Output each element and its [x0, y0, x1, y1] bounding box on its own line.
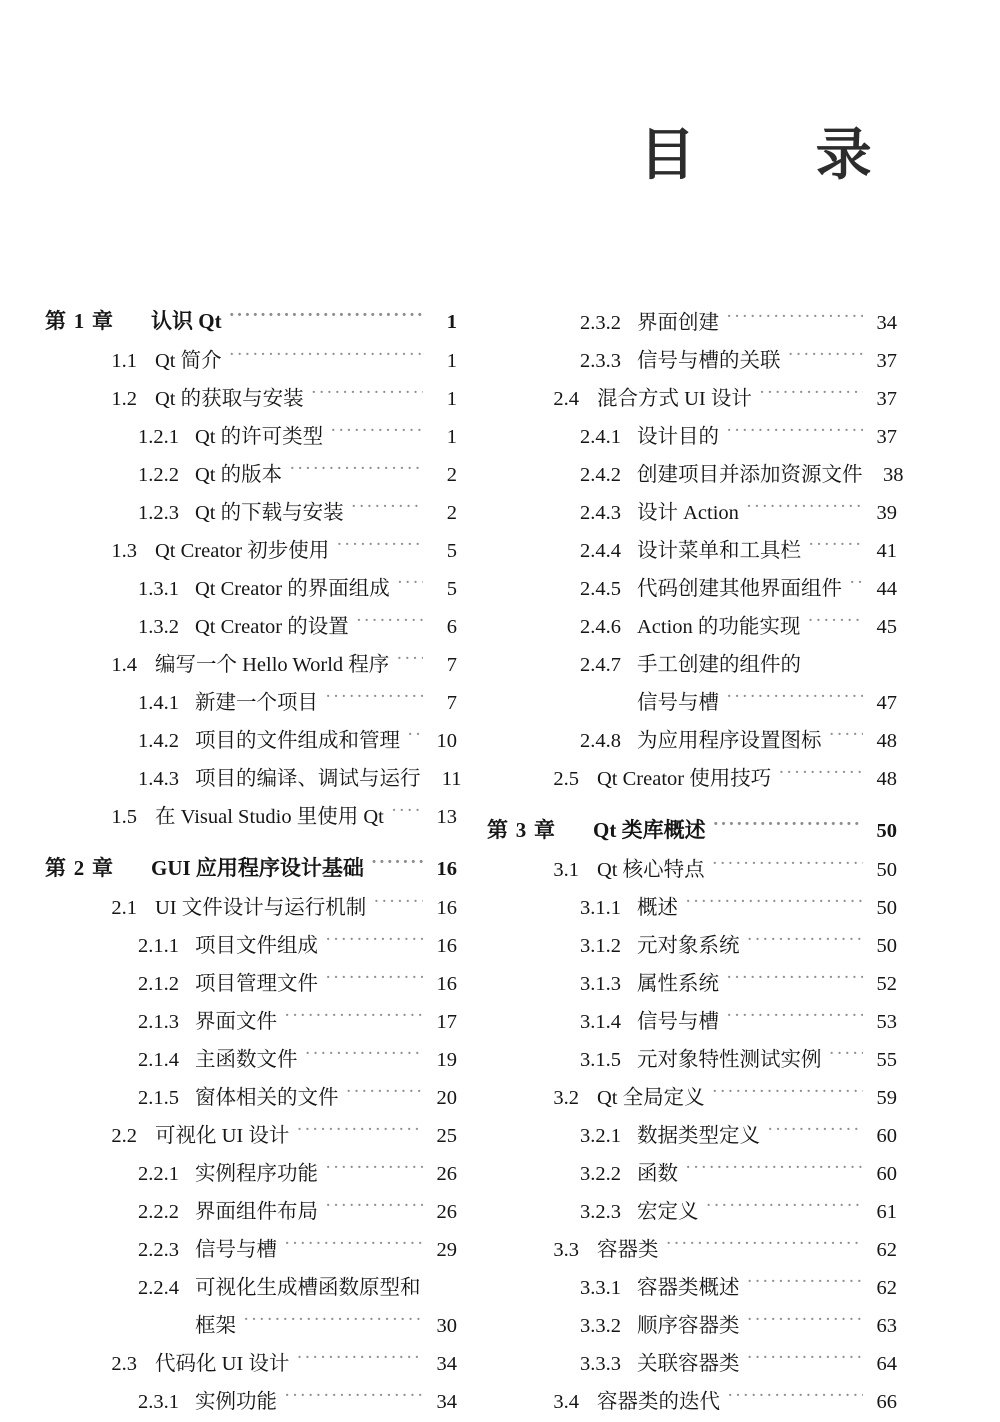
- toc-page-number: 63: [876, 1315, 897, 1337]
- toc-entry[interactable]: [487, 1080, 897, 1118]
- toc-dot-leader: [759, 385, 863, 406]
- toc-entry-number: 2.2: [111, 1125, 137, 1147]
- toc-entry-label: 项目管理文件: [195, 973, 318, 995]
- toc-entry-label: 设计目的: [637, 426, 719, 448]
- toc-entry-label: Qt 的版本: [195, 464, 283, 486]
- toc-page-number: 50: [876, 897, 897, 919]
- toc-entry[interactable]: [487, 1004, 897, 1042]
- toc-entry-number: 2.3.1: [138, 1391, 179, 1413]
- toc-entry-number: 1.1: [111, 350, 137, 372]
- toc-entry-number: 2.2.4: [138, 1277, 179, 1299]
- toc-entry[interactable]: [45, 890, 457, 928]
- toc-entry[interactable]: [45, 609, 457, 647]
- toc-dot-leader: [371, 854, 423, 875]
- toc-dot-leader: [726, 309, 863, 330]
- toc-dot-leader: [325, 689, 423, 710]
- toc-dot-leader: [229, 347, 423, 368]
- toc-page-number: 41: [876, 540, 897, 562]
- toc-page-number: 37: [876, 388, 897, 410]
- toc-entry-number: 2.4.6: [580, 616, 621, 638]
- toc-dot-leader: [284, 1236, 423, 1257]
- toc-entry-label: GUI 应用程序设计基础: [151, 856, 364, 880]
- toc-entry-label: 主函数文件: [195, 1049, 298, 1071]
- toc-dot-leader: [746, 499, 863, 520]
- toc-entry-label: 设计 Action: [637, 502, 739, 524]
- toc-entry[interactable]: [487, 890, 897, 928]
- toc-dot-leader: [778, 765, 863, 786]
- toc-chapter-entry[interactable]: [487, 814, 897, 852]
- toc-entry[interactable]: [45, 457, 457, 495]
- toc-entry-label: 项目文件组成: [195, 935, 318, 957]
- toc-dot-leader: [712, 1084, 863, 1105]
- toc-dot-leader: [747, 1312, 864, 1333]
- toc-entry-label: 元对象特性测试实例: [637, 1049, 822, 1071]
- toc-page-number: 61: [876, 1201, 897, 1223]
- toc-dot-leader: [829, 1046, 864, 1067]
- toc-page-number: 50: [876, 859, 897, 881]
- toc-entry-number: 2.1: [111, 897, 137, 919]
- toc-entry-number: 2.2.1: [138, 1163, 179, 1185]
- toc-entry-label: Qt 的获取与安装: [155, 388, 304, 410]
- toc-dot-leader: [666, 1236, 864, 1257]
- toc-dot-leader: [284, 1008, 423, 1029]
- toc-entry-label: Qt Creator 的设置: [195, 616, 349, 638]
- toc-entry-label: 新建一个项目: [195, 692, 318, 714]
- toc-entry-label: 宏定义: [637, 1201, 699, 1223]
- toc-page-number: 7: [446, 692, 457, 714]
- toc-page-number: 66: [876, 1391, 897, 1413]
- toc-entry[interactable]: [487, 495, 897, 533]
- toc-dot-leader: [351, 499, 423, 520]
- toc-entry-number: 2.2.2: [138, 1201, 179, 1223]
- toc-entry-label: 代码创建其他界面组件: [637, 578, 842, 600]
- toc-entry[interactable]: [487, 1232, 897, 1270]
- toc-dot-leader: [229, 307, 423, 328]
- toc-page-number: 34: [436, 1391, 457, 1413]
- toc-dot-leader: [391, 803, 423, 824]
- toc-entry[interactable]: [45, 1270, 457, 1308]
- toc-entry-label: Qt 的许可类型: [195, 426, 324, 448]
- toc-page-number: 16: [436, 935, 457, 957]
- toc-page-number: 19: [436, 1049, 457, 1071]
- toc-entry-label: 可视化 UI 设计: [155, 1125, 290, 1147]
- toc-page-number: 5: [446, 540, 457, 562]
- toc-dot-leader: [808, 651, 863, 672]
- toc-entry[interactable]: [45, 723, 457, 761]
- toc-entry-number: 第 1 章: [45, 309, 115, 333]
- toc-page-number: 53: [876, 1011, 897, 1033]
- toc-entry[interactable]: [487, 609, 897, 647]
- toc-entry-label: 混合方式 UI 设计: [597, 388, 752, 410]
- toc-entry-label: Qt Creator 初步使用: [155, 540, 330, 562]
- toc-entry-label: 界面组件布局: [195, 1201, 318, 1223]
- toc-entry[interactable]: [487, 852, 897, 890]
- toc-entry-label: 概述: [637, 897, 678, 919]
- toc-entry[interactable]: [45, 761, 462, 799]
- toc-page-number: 48: [876, 730, 897, 752]
- toc-page-number: 29: [436, 1239, 457, 1261]
- toc-dot-leader: [726, 970, 863, 991]
- toc-entry[interactable]: [487, 1042, 897, 1080]
- toc-column-right: [487, 305, 904, 1422]
- toc-entry[interactable]: [45, 928, 457, 966]
- toc-entry-number: 2.4.7: [580, 654, 621, 676]
- toc-entry-label: 为应用程序设置图标: [637, 730, 822, 752]
- toc-entry-number: 2.5: [553, 768, 579, 790]
- toc-dot-leader: [788, 347, 864, 368]
- toc-entry[interactable]: [487, 533, 897, 571]
- toc-entry-label: Qt 全局定义: [597, 1087, 705, 1109]
- toc-entry-number: 2.1.3: [138, 1011, 179, 1033]
- toc-entry[interactable]: [487, 419, 897, 457]
- toc-dot-leader: [685, 1160, 863, 1181]
- toc-dot-leader: [747, 932, 864, 953]
- toc-page-number: 20: [436, 1087, 457, 1109]
- toc-dot-leader: [296, 1350, 423, 1371]
- toc-page-number: 26: [436, 1201, 457, 1223]
- toc-dot-leader: [747, 1350, 864, 1371]
- toc-dot-leader: [373, 894, 423, 915]
- toc-entry-number: 3.2.2: [580, 1163, 621, 1185]
- toc-page-number: 7: [446, 654, 457, 676]
- toc-page-number: 60: [876, 1125, 897, 1147]
- toc-page-number: 47: [876, 692, 897, 714]
- toc-page-number: 64: [876, 1353, 897, 1375]
- toc-entry-number: 2.2.3: [138, 1239, 179, 1261]
- toc-dot-leader: [305, 1046, 424, 1067]
- toc-dot-leader: [726, 1008, 863, 1029]
- toc-entry[interactable]: [45, 1118, 457, 1156]
- toc-entry-number: 3.2.3: [580, 1201, 621, 1223]
- toc-dot-leader: [243, 1312, 423, 1333]
- toc-entry-number: 3.1.2: [580, 935, 621, 957]
- toc-entry[interactable]: [45, 1384, 457, 1422]
- toc-page-number: 16: [436, 897, 457, 919]
- toc-dot-leader: [829, 727, 864, 748]
- toc-page-number: 50: [876, 935, 897, 957]
- toc-dot-leader: [726, 423, 863, 444]
- toc-entry-number: 3.3.2: [580, 1315, 621, 1337]
- toc-entry[interactable]: [45, 1080, 457, 1118]
- toc-entry[interactable]: [487, 1194, 897, 1232]
- toc-chapter-entry[interactable]: [45, 852, 457, 890]
- toc-entry-number: 3.1.1: [580, 897, 621, 919]
- toc-entry-label: 元对象系统: [637, 935, 740, 957]
- toc-entry[interactable]: [487, 966, 897, 1004]
- toc-dot-leader: [346, 1084, 424, 1105]
- toc-page-number: 62: [876, 1277, 897, 1299]
- toc-entry-label: 项目的文件组成和管理: [195, 730, 400, 752]
- toc-dot-leader: [727, 1388, 863, 1409]
- toc-entry-label: 手工创建的组件的: [637, 654, 801, 676]
- toc-page-number: 1: [446, 350, 457, 372]
- toc-entry-label: 实例功能: [195, 1391, 277, 1413]
- toc-page-number: 25: [436, 1125, 457, 1147]
- toc-entry-number: 1.3.1: [138, 578, 179, 600]
- toc-page-number: 50: [876, 820, 897, 842]
- toc-entry[interactable]: [487, 1384, 897, 1422]
- toc-entry-label: 认识 Qt: [151, 309, 222, 333]
- toc-entry-label: 容器类的迭代: [597, 1391, 720, 1413]
- toc-entry-number: 1.2.1: [138, 426, 179, 448]
- toc-entry-number: 1.4.3: [138, 768, 179, 790]
- toc-page-number: 37: [876, 350, 897, 372]
- toc-entry-label: 框架: [195, 1315, 236, 1337]
- toc-page-number: 52: [876, 973, 897, 995]
- toc-entry-label: 界面文件: [195, 1011, 277, 1033]
- toc-page-number: 44: [876, 578, 897, 600]
- toc-page-number: 11: [441, 768, 462, 790]
- toc-entry-label: 信号与槽的关联: [637, 350, 781, 372]
- toc-page-number: 45: [876, 616, 897, 638]
- toc-entry-number: 1.4.2: [138, 730, 179, 752]
- toc-page-number: 10: [436, 730, 457, 752]
- toc-entry[interactable]: [45, 381, 457, 419]
- toc-entry-number: 1.5: [111, 806, 137, 828]
- toc-entry-number: 2.4: [553, 388, 579, 410]
- toc-entry-label: 容器类概述: [637, 1277, 740, 1299]
- toc-dot-leader: [289, 461, 423, 482]
- toc-entry-label: 容器类: [597, 1239, 659, 1261]
- toc-entry[interactable]: [487, 1156, 897, 1194]
- toc-entry-label: 可视化生成槽函数原型和: [195, 1277, 421, 1299]
- toc-entry[interactable]: [45, 647, 457, 685]
- toc-dot-leader: [325, 1198, 423, 1219]
- toc-entry-number: 3.3.3: [580, 1353, 621, 1375]
- toc-entry-number: 3.3: [553, 1239, 579, 1261]
- toc-entry-number: 2.4.1: [580, 426, 621, 448]
- toc-entry[interactable]: [487, 571, 897, 609]
- toc-dot-leader: [807, 613, 863, 634]
- toc-page-number: 62: [876, 1239, 897, 1261]
- toc-entry-number: 2.3.3: [580, 350, 621, 372]
- toc-entry-number: 2.4.8: [580, 730, 621, 752]
- toc-dot-leader: [713, 816, 863, 837]
- toc-entry-label: 窗体相关的文件: [195, 1087, 339, 1109]
- toc-entry[interactable]: [487, 928, 897, 966]
- toc-dot-leader: [325, 970, 423, 991]
- toc-entry-label: Qt Creator 的界面组成: [195, 578, 390, 600]
- toc-entry-label: 代码化 UI 设计: [155, 1353, 290, 1375]
- toc-dot-leader: [325, 932, 423, 953]
- toc-entry-label: 属性系统: [637, 973, 719, 995]
- toc-entry-number: 2.4.3: [580, 502, 621, 524]
- toc-entry-number: 2.4.4: [580, 540, 621, 562]
- toc-page-number: 26: [436, 1163, 457, 1185]
- toc-entry-label: 信号与槽: [637, 692, 719, 714]
- toc-entry-label: 顺序容器类: [637, 1315, 740, 1337]
- toc-entry-number: 1.3: [111, 540, 137, 562]
- toc-entry[interactable]: [487, 647, 897, 685]
- toc-entry-number: 1.2.3: [138, 502, 179, 524]
- toc-entry[interactable]: [45, 1232, 457, 1270]
- toc-entry-number: 3.2.1: [580, 1125, 621, 1147]
- toc-dot-leader: [330, 423, 423, 444]
- toc-page-number: 39: [876, 502, 897, 524]
- toc-page-number: 37: [876, 426, 897, 448]
- toc-entry-number: 2.4.5: [580, 578, 621, 600]
- toc-page-number: 5: [446, 578, 457, 600]
- toc-page-number: 34: [876, 312, 897, 334]
- toc-entry[interactable]: [45, 1042, 457, 1080]
- toc-dot-leader: [747, 1274, 864, 1295]
- toc-entry[interactable]: [487, 1118, 897, 1156]
- toc-entry-label: 项目的编译、调试与运行: [195, 768, 421, 790]
- toc-entry-label: Qt 的下载与安装: [195, 502, 344, 524]
- toc-entry-label: 界面创建: [637, 312, 719, 334]
- toc-page-number: 13: [436, 806, 457, 828]
- toc-entry-number: 3.2: [553, 1087, 579, 1109]
- toc-page-number: 6: [446, 616, 457, 638]
- toc-entry-label: 编写一个 Hello World 程序: [155, 654, 390, 676]
- toc-page-number: 16: [436, 973, 457, 995]
- toc-entry-number: 1.3.2: [138, 616, 179, 638]
- toc-entry-number: 2.4.2: [580, 464, 621, 486]
- toc-entry[interactable]: [487, 685, 897, 723]
- toc-entry[interactable]: [45, 419, 457, 457]
- toc-entry-label: Action 的功能实现: [637, 616, 801, 638]
- toc-entry-label: Qt 简介: [155, 350, 222, 372]
- toc-dot-leader: [325, 1160, 423, 1181]
- toc-dot-leader: [356, 613, 423, 634]
- toc-entry[interactable]: [487, 457, 904, 495]
- toc-page-number: 1: [446, 388, 457, 410]
- toc-entry-number: 2.1.5: [138, 1087, 179, 1109]
- toc-entry-label: 信号与槽: [195, 1239, 277, 1261]
- toc-entry-number: 2.1.1: [138, 935, 179, 957]
- toc-entry[interactable]: [45, 1004, 457, 1042]
- toc-entry-number: 3.1.4: [580, 1011, 621, 1033]
- toc-entry-label: 信号与槽: [637, 1011, 719, 1033]
- toc-entry[interactable]: [487, 723, 897, 761]
- toc-chapter-entry[interactable]: [45, 305, 457, 343]
- toc-entry[interactable]: [45, 1346, 457, 1384]
- toc-column-left: [45, 305, 462, 1422]
- toc-page-number: 2: [446, 502, 457, 524]
- toc-entry-number: 第 2 章: [45, 856, 115, 880]
- toc-page-number: 48: [876, 768, 897, 790]
- toc-page-number: 38: [883, 464, 904, 486]
- toc-entry-label: Qt 类库概述: [593, 818, 706, 842]
- toc-dot-leader: [767, 1122, 863, 1143]
- toc-entry-label: Qt 核心特点: [597, 859, 705, 881]
- toc-page-number: 16: [436, 858, 457, 880]
- toc-entry[interactable]: [45, 571, 457, 609]
- toc-entry-label: 函数: [637, 1163, 678, 1185]
- toc-entry[interactable]: [45, 1156, 457, 1194]
- toc-entry-number: 第 3 章: [487, 818, 557, 842]
- toc-entry[interactable]: [487, 305, 897, 343]
- toc-entry-label: 实例程序功能: [195, 1163, 318, 1185]
- toc-dot-leader: [397, 575, 423, 596]
- toc-entry[interactable]: [487, 1270, 897, 1308]
- toc-entry-number: 3.3.1: [580, 1277, 621, 1299]
- toc-entry[interactable]: [45, 1194, 457, 1232]
- toc-entry-number: 3.1.3: [580, 973, 621, 995]
- toc-dot-leader: [706, 1198, 864, 1219]
- toc-page-number: 60: [876, 1163, 897, 1185]
- toc-entry-label: 设计菜单和工具栏: [637, 540, 801, 562]
- toc-entry[interactable]: [45, 799, 457, 837]
- toc-dot-leader: [712, 856, 863, 877]
- toc-entry[interactable]: [487, 381, 897, 419]
- toc-entry-number: 2.1.4: [138, 1049, 179, 1071]
- toc-entry[interactable]: [45, 343, 457, 381]
- toc-dot-leader: [336, 537, 423, 558]
- toc-entry-number: 2.1.2: [138, 973, 179, 995]
- toc-dot-leader: [808, 537, 863, 558]
- toc-page-number: 59: [876, 1087, 897, 1109]
- toc-dot-leader: [311, 385, 423, 406]
- toc-dot-leader: [407, 727, 423, 748]
- toc-entry-label: 创建项目并添加资源文件: [637, 464, 863, 486]
- toc-entry-number: 1.4: [111, 654, 137, 676]
- toc-entry-label: Qt Creator 使用技巧: [597, 768, 772, 790]
- toc-entry-label: 在 Visual Studio 里使用 Qt: [155, 806, 384, 828]
- toc-dot-leader: [396, 651, 423, 672]
- toc-dot-leader: [284, 1388, 423, 1409]
- toc-entry[interactable]: [45, 533, 457, 571]
- toc-page-number: 1: [446, 311, 457, 333]
- toc-entry[interactable]: [487, 761, 897, 799]
- toc-entry-number: 1.2: [111, 388, 137, 410]
- toc-page-number: 55: [876, 1049, 897, 1071]
- toc-entry-label: 关联容器类: [637, 1353, 740, 1375]
- toc-page-number: 30: [436, 1315, 457, 1337]
- page-title: 目 录: [639, 123, 922, 188]
- toc-entry[interactable]: [45, 685, 457, 723]
- toc-entry-number: 2.3: [111, 1353, 137, 1375]
- toc-entry-number: 1.4.1: [138, 692, 179, 714]
- toc-entry-label: 数据类型定义: [637, 1125, 760, 1147]
- toc-entry[interactable]: [45, 966, 457, 1004]
- toc-entry[interactable]: [487, 1308, 897, 1346]
- toc-dot-leader: [849, 575, 863, 596]
- toc-entry-number: 3.1: [553, 859, 579, 881]
- toc-entry[interactable]: [45, 495, 457, 533]
- toc-entry-label: UI 文件设计与运行机制: [155, 897, 367, 919]
- toc-dot-leader: [296, 1122, 423, 1143]
- toc-dot-leader: [726, 689, 863, 710]
- toc-entry[interactable]: [487, 1346, 897, 1384]
- toc-page-number: 34: [436, 1353, 457, 1375]
- toc-entry[interactable]: [487, 343, 897, 381]
- toc-page-number: 1: [446, 426, 457, 448]
- toc-dot-leader: [685, 894, 863, 915]
- toc-entry-number: 3.4: [553, 1391, 579, 1413]
- toc-entry[interactable]: [45, 1308, 457, 1346]
- toc-page-number: 17: [436, 1011, 457, 1033]
- toc-entry-number: 2.3.2: [580, 312, 621, 334]
- toc-entry-number: 1.2.2: [138, 464, 179, 486]
- toc-page-number: 2: [446, 464, 457, 486]
- toc-entry-number: 3.1.5: [580, 1049, 621, 1071]
